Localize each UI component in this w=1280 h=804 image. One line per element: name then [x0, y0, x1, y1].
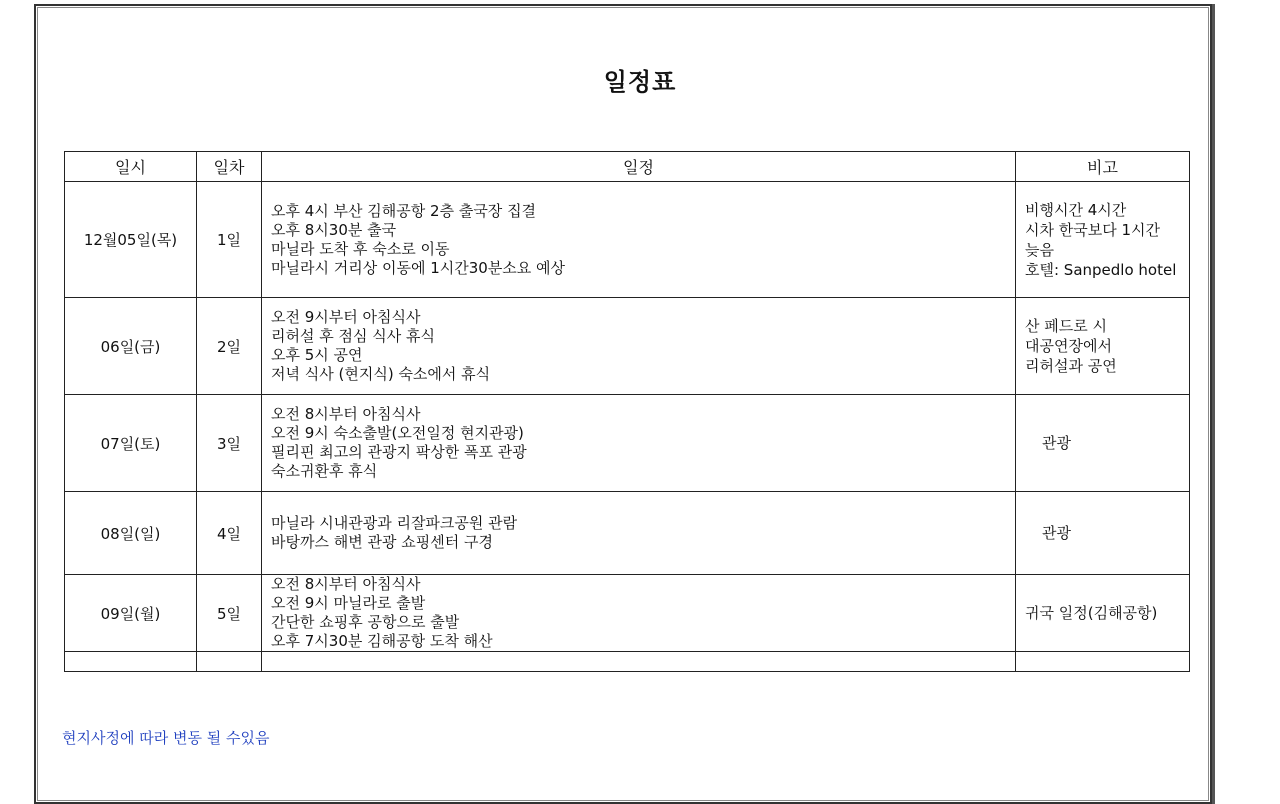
- table-row: [65, 492, 1190, 575]
- cell-date: 08일(일): [65, 492, 197, 575]
- cell-note: 귀국 일정(김해공항): [1016, 575, 1190, 652]
- table-row: [65, 182, 1190, 298]
- footer-note: 현지사정에 따라 변동 될 수있음: [62, 729, 270, 747]
- table-row: [65, 652, 1190, 672]
- cell-date: [65, 652, 197, 672]
- cell-schedule: 오전 8시부터 아침식사 오전 9시 마닐라로 출발 간단한 쇼핑후 공항으로 출발 오후 7시30분 김해공항 도착 해산: [262, 575, 1016, 652]
- cell-note: 관광: [1016, 395, 1190, 492]
- cell-day: 3일: [197, 395, 262, 492]
- cell-note: [1016, 652, 1190, 672]
- cell-note: 산 페드로 시 대공연장에서 리허설과 공연: [1016, 298, 1190, 395]
- cell-schedule: 마닐라 시내관광과 리잘파크공원 관람 바탕까스 해변 관광 쇼핑센터 구경: [262, 492, 1016, 575]
- cell-date: 07일(토): [65, 395, 197, 492]
- table-header-row: [65, 152, 1190, 182]
- cell-day: 5일: [197, 575, 262, 652]
- cell-day: [197, 652, 262, 672]
- cell-schedule: [262, 652, 1016, 672]
- table-row: [65, 395, 1190, 492]
- cell-day: 2일: [197, 298, 262, 395]
- cell-schedule: 오전 9시부터 아침식사 리허설 후 점심 식사 휴식 오후 5시 공연 저녁 식사 (현지식) 숙소에서 휴식: [262, 298, 1016, 395]
- schedule-table: [64, 151, 1190, 672]
- cell-schedule: 오후 4시 부산 김해공항 2층 출국장 집결 오후 8시30분 출국 마닐라 도착 후 숙소로 이동 마닐라시 거리상 이동에 1시간30분소요 예상: [262, 182, 1016, 298]
- cell-date: 12월05일(목): [65, 182, 197, 298]
- document-title: 일정표: [603, 68, 677, 96]
- cell-day: 4일: [197, 492, 262, 575]
- cell-date: 09일(월): [65, 575, 197, 652]
- table-row: [65, 575, 1190, 652]
- cell-date: 06일(금): [65, 298, 197, 395]
- cell-note: 관광: [1016, 492, 1190, 575]
- cell-note: 비행시간 4시간 시차 한국보다 1시간 늦음 호텔: Sanpedlo hotel: [1016, 182, 1190, 298]
- cell-schedule: 오전 8시부터 아침식사 오전 9시 숙소출발(오전일정 현지관광) 필리핀 최고의 관광지 팍상한 폭포 관광 숙소귀환후 휴식: [262, 395, 1016, 492]
- cell-day: 1일: [197, 182, 262, 298]
- table-row: [65, 298, 1190, 395]
- header-schedule: 일정: [262, 152, 1016, 182]
- header-date: 일시: [65, 152, 197, 182]
- header-note: 비고: [1016, 152, 1190, 182]
- header-day: 일차: [197, 152, 262, 182]
